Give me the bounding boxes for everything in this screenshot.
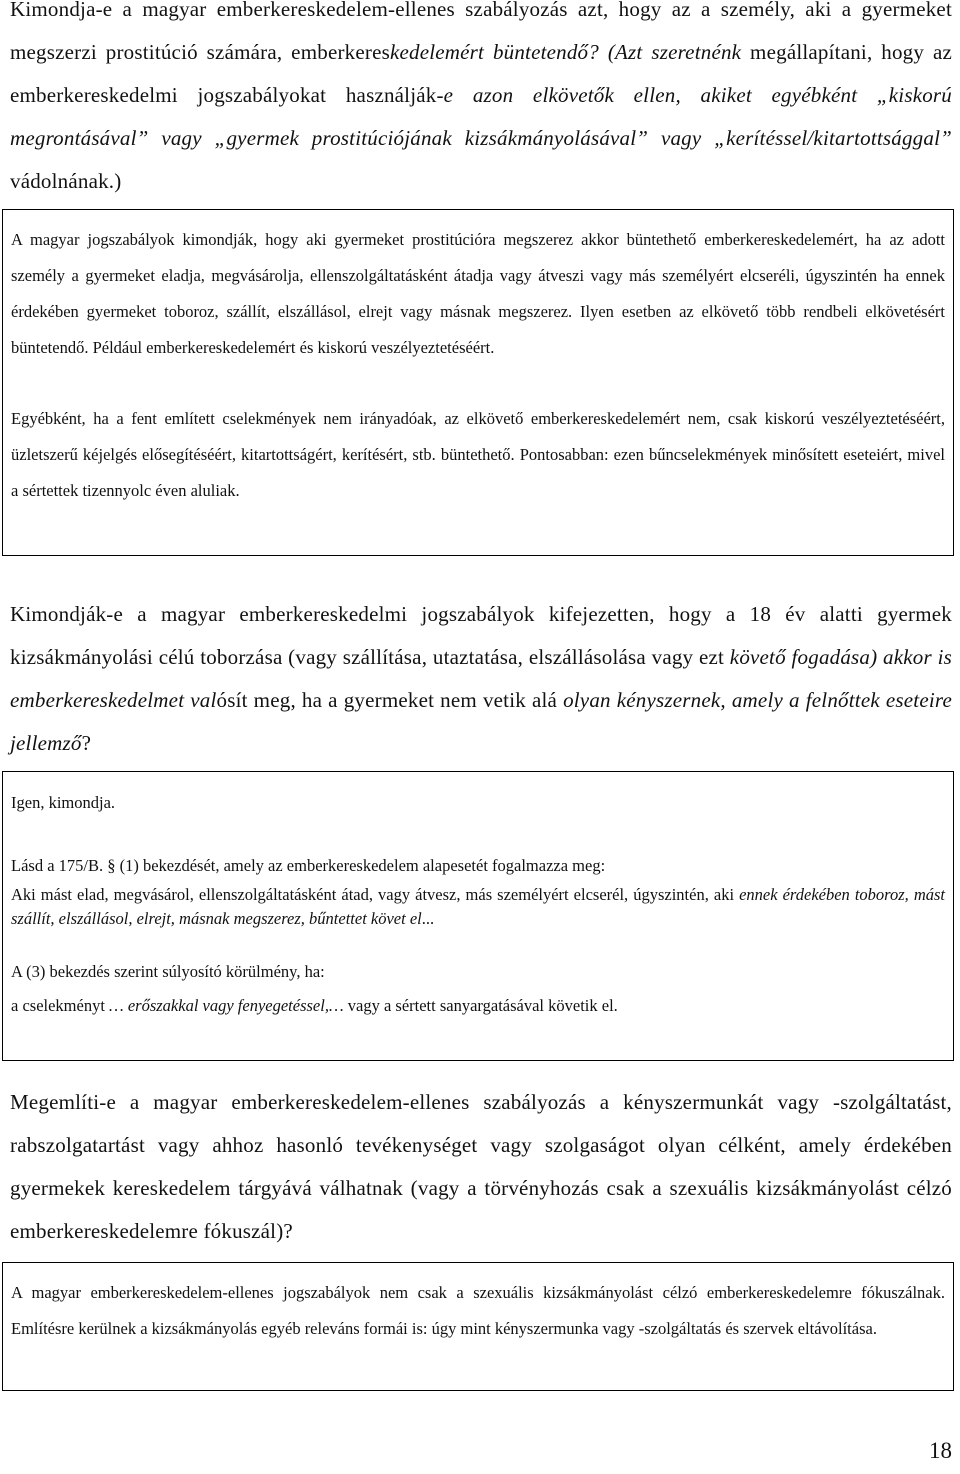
answer-1-box <box>2 209 954 556</box>
answer-2-box <box>2 771 954 1061</box>
question-2-italic-2: olyan kényszernek, amely a felnőttek eseteire jellemző <box>10 688 952 755</box>
answer-2-aggravating-detail <box>11 993 945 1019</box>
answer-2-confirm: Igen, kimondja. <box>11 793 116 812</box>
question-1-text-2: megállapítani, hogy az emberkereskedelmi jogszabályokat használják- <box>10 40 952 107</box>
question-3-text: Megemlíti-e a magyar emberkereskedelem-ellenes szabályozás a kényszermunkát vagy -szolgáltatást, rabszolgatartást vagy ahhoz hasonló tevékenységet vagy szolgaságot olyan célként, amely érdekében gyermekek kereskedelem tárgyává válhatnak (vagy a törvényhozás csak a szexuális kizsákmányolást célzó emberkereskedelemre fókuszál)? <box>10 1090 952 1243</box>
question-3 <box>10 1081 952 1253</box>
answer-2-quote-italic: ennek érdekében toboroz, mást szállít, elszállásol, elrejt, másnak megszerez, bűntettet követ el <box>11 885 945 928</box>
answer-3-paragraph: A magyar emberkereskedelem-ellenes jogszabályok nem csak a szexuális kizsákmányolást célzó emberkereskedelemre fókuszálnak. Említésre kerülnek a kizsákmányolás egyéb releváns formái is: úgy mint kényszermunka vagy -szolgáltatás és szervek eltávolítása. <box>11 1283 945 1338</box>
question-1-italic: kedelemért büntetendő? (Azt szeretnénk <box>389 40 742 64</box>
answer-2-detail-text: a cselekményt <box>11 996 110 1015</box>
question-1-text-3: vádolnának.) <box>10 169 122 193</box>
question-2-text: Kimondják-e a magyar emberkereskedelmi jogszabályok kifejezetten, hogy a 18 év alatti gyermek kizsákmányolási célú toborzása (vagy szállítása, utaztatása, elszállásolása vagy ezt <box>10 602 952 669</box>
question-1 <box>10 0 952 203</box>
answer-1-paragraph-1: A magyar jogszabályok kimondják, hogy aki gyermeket prostitúcióra megszerez akkor büntethető emberkereskedelemért, ha az adott személy a gyermeket eladja, megvásárolja, ellenszolgáltatásként átadja vagy átveszi vagy más személyért elcseréli, úgyszintén ha ennek érdekében gyermeket toboroz, szállít, elszállásol, elrejt vagy másnak megszerez. Ilyen esetben az elkövető több rendbeli elkövetésért büntetendő. Például emberkereskedelemért és kiskorú veszélyeztetéséért. <box>11 230 945 357</box>
answer-2-reference: Lásd a 175/B. § (1) bekezdését, amely az emberkereskedelem alapesetét fogalmazza meg: <box>11 856 606 875</box>
answer-2-quote <box>11 883 945 931</box>
question-2-text-2: ósít meg, ha a gyermeket nem vetik alá <box>216 688 564 712</box>
answer-3-box <box>2 1262 954 1391</box>
page-number: 18 <box>929 1438 952 1463</box>
answer-2-detail-italic: … erőszakkal vagy fenyegetéssel,… <box>109 996 344 1015</box>
question-2 <box>10 593 952 765</box>
answer-2-aggravating-intro: A (3) bekezdés szerint súlyosító körülmény, ha: <box>11 962 325 981</box>
question-1-text: Kimondja-e a magyar emberkereskedelem-ellenes szabályozás azt, hogy az a személy, aki a gyermeket megszerzi prostitúció számára, emberkeres <box>10 0 952 64</box>
answer-2-quote-ellipsis: ... <box>421 909 435 928</box>
question-2-text-3: ? <box>81 731 92 755</box>
question-2-italic: követő fogadása) akkor is emberkereskedelmet val <box>10 645 952 712</box>
answer-2-detail-text-2: vagy a sértett sanyargatásával követik el. <box>343 996 618 1015</box>
answer-2-quote-text: Aki mást elad, megvásárol, ellenszolgáltatásként átad, vagy átvesz, más személyért elcserél, úgyszintén, aki <box>11 885 740 904</box>
answer-1-paragraph-2: Egyébként, ha a fent említett cselekmények nem irányadóak, az elkövető emberkereskedelemért nem, csak kiskorú veszélyeztetéséért, üzletszerű kéjelgés elősegítéséért, kitartottságért, kerítésért, stb. büntethető. Pontosabban: ezen bűncselekmények minősített eseteiért, mivel a sértettek tizennyolc éven aluliak. <box>11 409 945 500</box>
question-1-italic-2: e azon elkövetők ellen, akiket egyébként „kiskorú megrontásával” vagy „gyermek prostitúciójának kizsákmányolásával” vagy „kerítéssel/kitartottsággal” <box>10 83 952 150</box>
